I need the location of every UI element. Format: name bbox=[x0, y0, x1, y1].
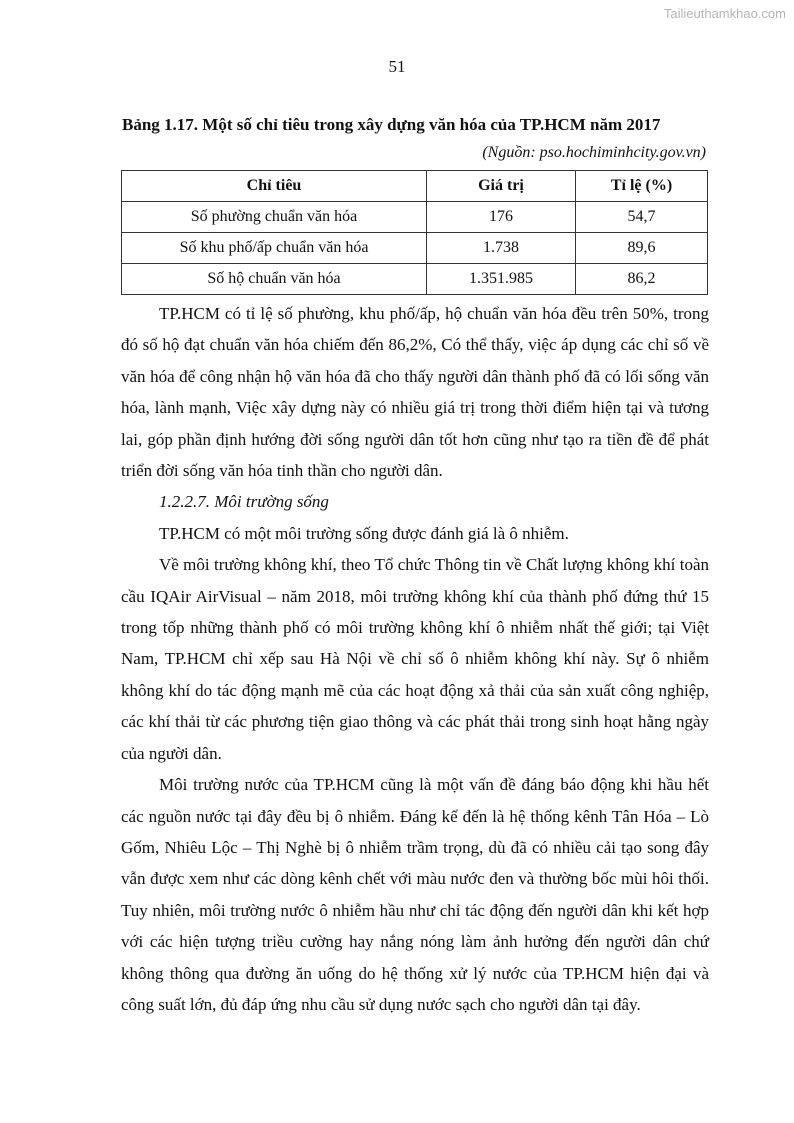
paragraph-air-environment: Về môi trường không khí, theo Tổ chức Thông tin về Chất lượng không khí toàn cầu IQAir AirVisual – năm 2018, môi trường không khí của thành phố đứng thứ 15 trong tốp những thành phố có môi trường không khí ô nhiễm nhất thế giới; tại Việt Nam, TP.HCM chỉ xếp sau Hà Nội về chỉ số ô nhiễm không khí này. Sự ô nhiễm không khí do tác động mạnh mẽ của các hoạt động xả thải của sản xuất công nghiệp, các khí thải từ các phương tiện giao thông và các phát thải trong sinh hoạt hằng ngày của người dân. bbox=[121, 555, 709, 763]
paragraph-environment-intro: TP.HCM có một môi trường sống được đánh giá là ô nhiễm. bbox=[159, 523, 569, 543]
table-cell-value: 1.738 bbox=[427, 233, 576, 264]
statistics-table bbox=[121, 170, 708, 295]
section-heading-living-environment: 1.2.2.7. Môi trường sống bbox=[159, 492, 329, 512]
table-cell-indicator: Số khu phố/ấp chuẩn văn hóa bbox=[122, 233, 427, 264]
watermark: Tailieuthamkhao.com bbox=[663, 6, 786, 21]
table-row bbox=[122, 264, 708, 295]
table-cell-value: 176 bbox=[427, 202, 576, 233]
table-header-row bbox=[122, 171, 708, 202]
table-cell-percent: 54,7 bbox=[576, 202, 708, 233]
table-row bbox=[122, 202, 708, 233]
table-cell-percent: 86,2 bbox=[576, 264, 708, 295]
table-source: (Nguồn: pso.hochiminhcity.gov.vn) bbox=[482, 144, 706, 161]
table-cell-indicator: Số hộ chuẩn văn hóa bbox=[122, 264, 427, 295]
table-cell-value: 1.351.985 bbox=[427, 264, 576, 295]
column-header-indicator: Chỉ tiêu bbox=[122, 171, 427, 202]
column-header-percent: Tỉ lệ (%) bbox=[576, 171, 708, 202]
table-cell-percent: 89,6 bbox=[576, 233, 708, 264]
table-title: Bảng 1.17. Một số chỉ tiêu trong xây dựng văn hóa của TP.HCM năm 2017 bbox=[122, 115, 661, 134]
page-number: 51 bbox=[388, 57, 406, 76]
table-row bbox=[122, 233, 708, 264]
paragraph-culture-summary: TP.HCM có tỉ lệ số phường, khu phố/ấp, hộ chuẩn văn hóa đều trên 50%, trong đó số hộ đạt chuẩn văn hóa chiếm đến 86,2%, Có thể thấy, việc áp dụng các chỉ số về văn hóa để công nhận hộ văn hóa đã cho thấy người dân thành phố đã có lối sống văn hóa, lành mạnh, Việc xây dựng này có nhiều giá trị trong thời điểm hiện tại và tương lai, góp phần định hướng đời sống người dân tốt hơn cũng như tạo ra tiền đề để phát triển đời sống văn hóa tinh thần cho người dân. bbox=[121, 304, 709, 481]
body-text bbox=[121, 298, 709, 1020]
table-cell-indicator: Số phường chuẩn văn hóa bbox=[122, 202, 427, 233]
paragraph-water-environment: Môi trường nước của TP.HCM cũng là một vấn đề đáng báo động khi hầu hết các nguồn nước tại đây đều bị ô nhiễm. Đáng kể đến là hệ thống kênh Tân Hóa – Lò Gốm, Nhiêu Lộc – Thị Nghè bị ô nhiễm trầm trọng, dù đã có nhiều cải tạo song đây vẫn được xem như các dòng kênh chết với màu nước đen và thường bốc mùi hôi thối. Tuy nhiên, môi trường nước ô nhiễm hầu như chỉ tác động đến người dân khi kết hợp với các hiện tượng triều cường hay nắng nóng làm ảnh hưởng đến người dân chứ không thông qua đường ăn uống do hệ thống xử lý nước của TP.HCM hiện đại và công suất lớn, đủ đáp ứng nhu cầu sử dụng nước sạch cho người dân tại đây. bbox=[121, 775, 709, 1014]
column-header-value: Giá trị bbox=[427, 171, 576, 202]
